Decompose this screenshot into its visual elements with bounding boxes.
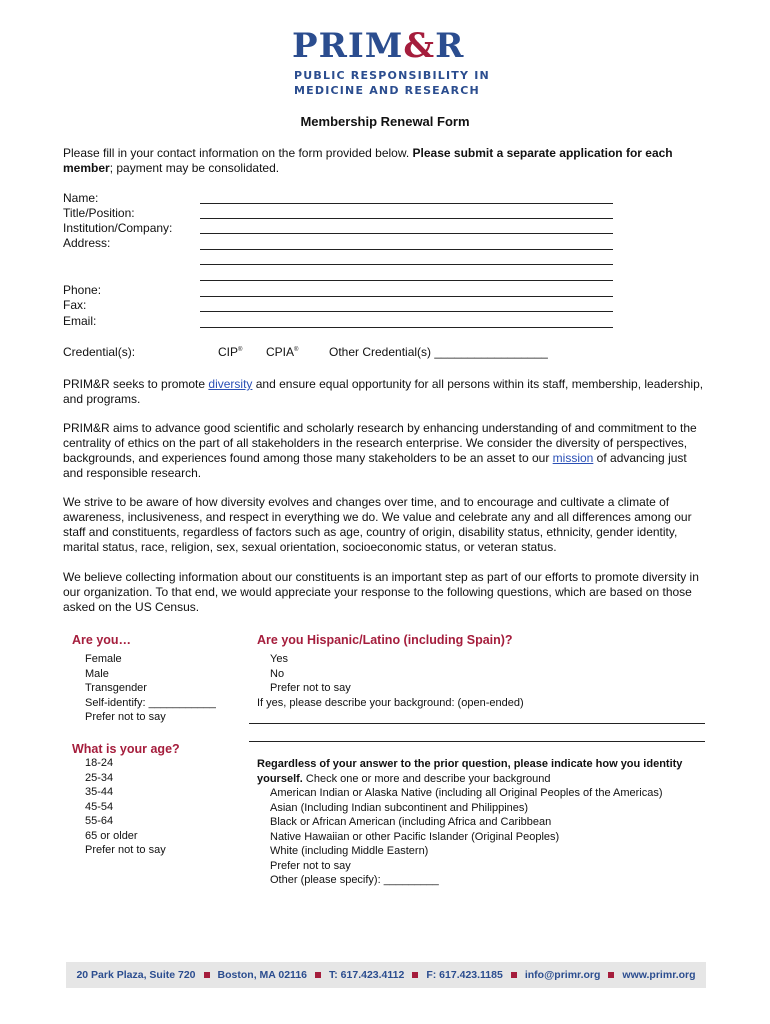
hispanic-heading: Are you Hispanic/Latino (including Spain)?: [257, 633, 513, 647]
age-option[interactable]: 55-64: [85, 815, 114, 827]
hispanic-option[interactable]: Prefer not to say: [270, 682, 351, 694]
address-field[interactable]: [200, 249, 613, 250]
census-paragraph: We believe collecting information about our constituents is an important step as part of our efforts to promote diversity in our organization. To that end, we would appreciate your response to the following questions, which are based on those asked on the US Census.: [63, 570, 699, 614]
separator-square-icon: [315, 972, 321, 978]
mission-link[interactable]: mission: [552, 451, 594, 465]
footer-contact: [66, 962, 706, 988]
phone-field[interactable]: [200, 296, 613, 297]
diversity-paragraph: PRIM&R seeks to promote diversity and ensure equal opportunity for all persons within its staff, membership, leadership, and programs.: [63, 377, 704, 406]
credential-other[interactable]: Other Credential(s) _________________: [329, 345, 548, 359]
gender-heading: Are you…: [72, 633, 132, 647]
race-option[interactable]: Other (please specify): _________: [270, 874, 439, 886]
age-option[interactable]: 35-44: [85, 786, 114, 798]
email-label: Email:: [63, 314, 97, 328]
age-option[interactable]: Prefer not to say: [85, 844, 166, 856]
age-option[interactable]: 18-24: [85, 757, 114, 769]
footer-phone: T: 617.423.4112: [329, 969, 405, 981]
hispanic-option[interactable]: Yes: [270, 653, 288, 665]
phone-label: Phone:: [63, 283, 102, 297]
hispanic-describe-field-2[interactable]: [249, 741, 705, 742]
hispanic-option[interactable]: No: [270, 667, 285, 680]
diversity-link[interactable]: diversity: [208, 377, 253, 391]
gender-option[interactable]: Female: [85, 653, 122, 665]
intro-text: Please fill in your contact information on the form provided below. Please submit a separate application for each member; payment may be consolidated.: [63, 146, 673, 175]
separator-square-icon: [412, 972, 418, 978]
race-option[interactable]: White (including Middle Eastern): [270, 845, 429, 857]
footer-fax: F: 617.423.1185: [426, 969, 503, 981]
separator-square-icon: [608, 972, 614, 978]
footer-city: Boston, MA 02116: [217, 969, 308, 981]
mission-paragraph: PRIM&R aims to advance good scientific and scholarly research by enhancing understanding of and commitment to the centrality of ethics on the part of all stakeholders in the research enterprise. We consider the diversity of perspectives, backgrounds, and experiences found among those many stakeholders to be an asset to our mission of advancing just and responsible research.: [63, 421, 697, 480]
institution-field[interactable]: [200, 233, 613, 234]
gender-options: [85, 652, 216, 725]
title-position-field[interactable]: [200, 218, 613, 219]
credentials-label: Credential(s):: [63, 345, 136, 359]
institution-label: Institution/Company:: [63, 221, 173, 235]
address-label: Address:: [63, 236, 111, 250]
credential-cip[interactable]: CIP®: [218, 345, 243, 359]
gender-option[interactable]: Transgender: [85, 682, 147, 694]
hispanic-describe-field[interactable]: [249, 723, 705, 724]
footer-bar: [66, 962, 706, 988]
separator-square-icon: [511, 972, 517, 978]
age-option[interactable]: 45-54: [85, 800, 114, 813]
fax-label: Fax:: [63, 298, 87, 312]
footer-address: 20 Park Plaza, Suite 720: [76, 969, 196, 981]
race-question: Regardless of your answer to the prior question, please indicate how you identity yourself. Check one or more and describe your background: [257, 758, 683, 785]
race-option[interactable]: Prefer not to say: [270, 859, 351, 872]
gender-option[interactable]: Self-identify: ___________: [85, 696, 216, 709]
name-label: Name:: [63, 191, 99, 205]
race-option[interactable]: Native Hawaiian or other Pacific Islander (Original Peoples): [270, 830, 560, 843]
fax-field[interactable]: [200, 311, 613, 312]
race-options: [270, 786, 663, 888]
address-field-2[interactable]: [200, 264, 613, 265]
logo-subtitle: PUBLIC RESPONSIBILITY IN MEDICINE AND RESEARCH: [294, 69, 490, 97]
email-field[interactable]: [200, 327, 613, 328]
name-field[interactable]: [200, 203, 613, 204]
form-title: Membership Renewal Form: [300, 114, 470, 129]
race-option[interactable]: American Indian or Alaska Native (including all Original Peoples of the Americas): [270, 787, 663, 799]
age-options: [85, 756, 166, 858]
race-option[interactable]: Asian (Including Indian subcontinent and Philippines): [270, 801, 529, 814]
footer-web[interactable]: www.primr.org: [622, 969, 696, 981]
footer-email[interactable]: info@primr.org: [524, 969, 601, 981]
credential-cpia[interactable]: CPIA®: [266, 345, 299, 359]
gender-option[interactable]: Prefer not to say: [85, 711, 166, 723]
age-option[interactable]: 65 or older: [85, 829, 138, 842]
climate-paragraph: We strive to be aware of how diversity evolves and changes over time, and to encourage and cultivate a climate of awareness, inclusiveness, and respect in everything we do. We value and celebrate any and all differences among our staff and constituents, regardless of factors such as age, country of origin, disability status, ethnicity, gender identity, marital status, race, religion, sex, sexual orientation, socioeconomic status, or veteran status.: [63, 495, 692, 554]
hispanic-describe-label: If yes, please describe your background: (open-ended): [257, 697, 524, 709]
address-field-3[interactable]: [200, 280, 613, 281]
gender-option[interactable]: Male: [85, 667, 109, 680]
age-heading: What is your age?: [72, 742, 180, 756]
age-option[interactable]: 25-34: [85, 771, 114, 784]
hispanic-options: [270, 652, 351, 696]
race-option[interactable]: Black or African American (including Africa and Caribbean: [270, 816, 552, 828]
title-position-label: Title/Position:: [63, 206, 135, 220]
logo: PRIM&R: [292, 26, 465, 66]
separator-square-icon: [204, 972, 210, 978]
